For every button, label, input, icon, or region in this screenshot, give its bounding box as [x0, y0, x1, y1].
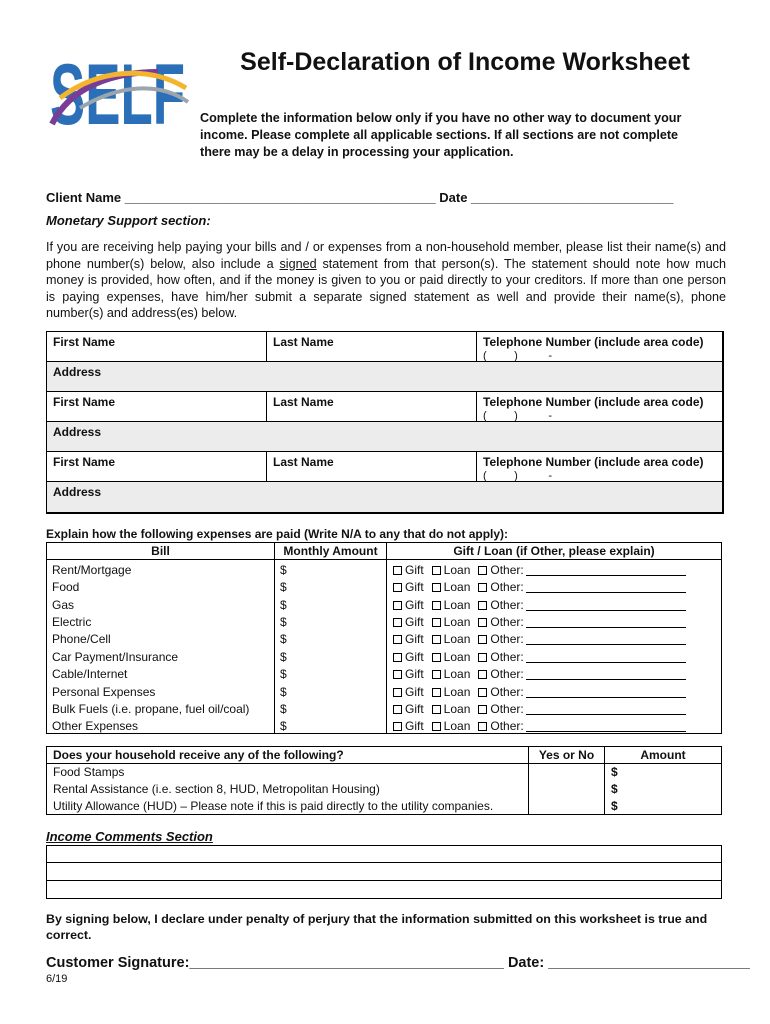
- expense-amount-field[interactable]: $: [275, 629, 387, 646]
- last-name-field[interactable]: Last Name: [267, 332, 477, 361]
- contact-row-3: [47, 452, 722, 482]
- other-explain-field[interactable]: [526, 704, 686, 715]
- contacts-table: [46, 331, 724, 514]
- address-field[interactable]: Address: [47, 482, 722, 512]
- other-checkbox[interactable]: [478, 670, 487, 679]
- gift-loan-options: [387, 577, 722, 594]
- household-amount-field[interactable]: $: [605, 781, 722, 798]
- other-explain-field[interactable]: [526, 634, 686, 645]
- loan-option[interactable]: Loan: [432, 702, 471, 716]
- loan-option[interactable]: Loan: [432, 632, 471, 646]
- loan-checkbox[interactable]: [432, 722, 441, 731]
- form-code: 6/19: [46, 973, 68, 985]
- gift-checkbox[interactable]: [393, 722, 402, 731]
- household-item-label: Rental Assistance (i.e. section 8, HUD, Metropolitan Housing): [47, 781, 529, 798]
- expense-amount-field[interactable]: $: [275, 612, 387, 629]
- loan-option[interactable]: Loan: [432, 563, 471, 577]
- gift-option[interactable]: Gift: [393, 632, 424, 646]
- other-checkbox[interactable]: [478, 583, 487, 592]
- household-row: [47, 798, 722, 815]
- gift-checkbox[interactable]: [393, 670, 402, 679]
- amount-header: Monthly Amount: [275, 543, 387, 560]
- yes-no-field[interactable]: [529, 764, 605, 781]
- household-amount-field[interactable]: $: [605, 798, 722, 815]
- gift-checkbox[interactable]: [393, 653, 402, 662]
- loan-option[interactable]: Loan: [432, 615, 471, 629]
- loan-option[interactable]: Loan: [432, 650, 471, 664]
- expense-amount-field[interactable]: $: [275, 646, 387, 663]
- expense-label: Electric: [47, 612, 275, 629]
- self-logo: [50, 47, 190, 143]
- loan-checkbox[interactable]: [432, 618, 441, 627]
- other-checkbox[interactable]: [478, 601, 487, 610]
- last-name-field[interactable]: Last Name: [267, 392, 477, 421]
- other-option[interactable]: Other:: [478, 719, 523, 733]
- expense-amount-field[interactable]: $: [275, 699, 387, 716]
- other-explain-field[interactable]: [526, 687, 686, 698]
- household-amount-header: Amount: [605, 747, 722, 764]
- other-option[interactable]: Other:: [478, 667, 523, 681]
- other-option[interactable]: Other:: [478, 615, 523, 629]
- expense-row: [47, 664, 722, 681]
- yes-no-field[interactable]: [529, 781, 605, 798]
- expense-row: [47, 716, 722, 733]
- expense-label: Personal Expenses: [47, 681, 275, 698]
- other-explain-field[interactable]: [526, 582, 686, 593]
- intro-text: Complete the information below only if you have no other way to document your income. Please complete all applicable sections. If all sections are not complete there may be a delay in processing your application.: [200, 111, 682, 159]
- other-option[interactable]: Other:: [478, 650, 523, 664]
- comment-line[interactable]: [46, 863, 722, 881]
- loan-option[interactable]: Loan: [432, 685, 471, 699]
- loan-checkbox[interactable]: [432, 635, 441, 644]
- gift-option[interactable]: Gift: [393, 719, 424, 733]
- gift-checkbox[interactable]: [393, 618, 402, 627]
- loan-option[interactable]: Loan: [432, 719, 471, 733]
- gift-option[interactable]: Gift: [393, 580, 424, 594]
- gift-loan-header: Gift / Loan (if Other, please explain): [387, 543, 722, 560]
- contact-row-2: [47, 392, 722, 422]
- loan-checkbox[interactable]: [432, 653, 441, 662]
- other-explain-field[interactable]: [526, 721, 686, 732]
- expense-amount-field[interactable]: $: [275, 716, 387, 733]
- gift-checkbox[interactable]: [393, 705, 402, 714]
- phone-field[interactable]: Telephone Number (include area code) ( ) -: [483, 395, 704, 422]
- expense-row: [47, 612, 722, 629]
- expense-row: [47, 594, 722, 611]
- gift-option[interactable]: Gift: [393, 598, 424, 612]
- phone-field[interactable]: Telephone Number (include area code) ( ) -: [483, 335, 704, 362]
- other-checkbox[interactable]: [478, 566, 487, 575]
- expense-row: [47, 646, 722, 663]
- other-explain-field[interactable]: [526, 652, 686, 663]
- gift-option[interactable]: Gift: [393, 563, 424, 577]
- monetary-instructions: If you are receiving help paying your bills and / or expenses from a non-household member, please list their name(s) and phone number(s) below, also include a signed statement from that person(s). The statement should note how much money is provided, how often, and if the money is given to you or paid directly to your creditors. If more than one person is paying expenses, have him/her submit a separate signed statement as well and provide their name(s), phone number(s) and address(es) below.: [46, 240, 727, 320]
- yes-no-header: Yes or No: [529, 747, 605, 764]
- expense-amount-field[interactable]: $: [275, 577, 387, 594]
- last-name-field[interactable]: Last Name: [267, 452, 477, 481]
- address-field[interactable]: Address: [47, 362, 722, 392]
- other-option[interactable]: Other:: [478, 685, 523, 699]
- expense-label: Cable/Internet: [47, 664, 275, 681]
- expense-row: [47, 629, 722, 646]
- gift-option[interactable]: Gift: [393, 702, 424, 716]
- gift-option[interactable]: Gift: [393, 667, 424, 681]
- other-option[interactable]: Other:: [478, 598, 523, 612]
- other-checkbox[interactable]: [478, 653, 487, 662]
- expense-amount-field[interactable]: $: [275, 681, 387, 698]
- other-option[interactable]: Other:: [478, 580, 523, 594]
- comment-line[interactable]: [46, 881, 722, 899]
- household-row: [47, 764, 722, 781]
- gift-loan-options: [387, 594, 722, 611]
- gift-checkbox[interactable]: [393, 635, 402, 644]
- page-title: Self-Declaration of Income Worksheet: [240, 48, 690, 76]
- expense-label: Rent/Mortgage: [47, 560, 275, 577]
- household-item-label: Utility Allowance (HUD) – Please note if this is paid directly to the utility companies.: [47, 798, 529, 815]
- household-amount-field[interactable]: $: [605, 764, 722, 781]
- contact-row-1: [47, 332, 722, 362]
- household-item-label: Food Stamps: [47, 764, 529, 781]
- other-checkbox[interactable]: [478, 688, 487, 697]
- household-row: [47, 781, 722, 798]
- other-checkbox[interactable]: [478, 705, 487, 714]
- client-name-date-line[interactable]: Client Name ___________________________________________ Date ____________________________: [46, 190, 674, 205]
- expense-label: Car Payment/Insurance: [47, 646, 275, 663]
- other-explain-field[interactable]: [526, 617, 686, 628]
- expense-label: Phone/Cell: [47, 629, 275, 646]
- expense-label: Gas: [47, 594, 275, 611]
- gift-checkbox[interactable]: [393, 601, 402, 610]
- expense-row: [47, 681, 722, 698]
- phone-field[interactable]: Telephone Number (include area code) ( ) -: [483, 455, 704, 482]
- expenses-heading: Explain how the following expenses are paid (Write N/A to any that do not apply):: [46, 527, 509, 541]
- other-option[interactable]: Other:: [478, 563, 523, 577]
- monetary-section-title: Monetary Support section:: [46, 213, 211, 228]
- loan-option[interactable]: Loan: [432, 580, 471, 594]
- expense-amount-field[interactable]: $: [275, 560, 387, 577]
- other-option[interactable]: Other:: [478, 702, 523, 716]
- signature-line[interactable]: Customer Signature:_______________________________________ Date: _________________________: [46, 955, 750, 971]
- gift-loan-options: [387, 629, 722, 646]
- other-option[interactable]: Other:: [478, 632, 523, 646]
- other-explain-field[interactable]: [526, 565, 686, 576]
- loan-option[interactable]: Loan: [432, 667, 471, 681]
- gift-loan-options: [387, 612, 722, 629]
- declaration-text: By signing below, I declare under penalty of perjury that the information submitted on this worksheet is true and correct.: [46, 912, 708, 942]
- other-checkbox[interactable]: [478, 635, 487, 644]
- gift-loan-options: [387, 664, 722, 681]
- yes-no-field[interactable]: [529, 798, 605, 815]
- gift-checkbox[interactable]: [393, 688, 402, 697]
- other-explain-field[interactable]: [526, 600, 686, 611]
- gift-option[interactable]: Gift: [393, 685, 424, 699]
- expense-label: Food: [47, 577, 275, 594]
- first-name-field[interactable]: First Name: [47, 332, 267, 361]
- comments-box[interactable]: [46, 845, 722, 899]
- expense-row: [47, 699, 722, 716]
- other-checkbox[interactable]: [478, 618, 487, 627]
- loan-option[interactable]: Loan: [432, 598, 471, 612]
- expense-label: Other Expenses: [47, 716, 275, 733]
- expense-row: [47, 560, 722, 577]
- loan-checkbox[interactable]: [432, 601, 441, 610]
- other-checkbox[interactable]: [478, 722, 487, 731]
- gift-loan-options: [387, 560, 722, 577]
- other-explain-field[interactable]: [526, 669, 686, 680]
- household-question: Does your household receive any of the following?: [47, 747, 529, 764]
- gift-loan-options: [387, 716, 722, 733]
- gift-checkbox[interactable]: [393, 583, 402, 592]
- comments-section-title: Income Comments Section: [46, 829, 213, 844]
- expense-amount-field[interactable]: $: [275, 664, 387, 681]
- gift-option[interactable]: Gift: [393, 615, 424, 629]
- loan-checkbox[interactable]: [432, 583, 441, 592]
- loan-checkbox[interactable]: [432, 705, 441, 714]
- bill-header: Bill: [47, 543, 275, 560]
- expense-amount-field[interactable]: $: [275, 594, 387, 611]
- expense-label: Bulk Fuels (i.e. propane, fuel oil/coal): [47, 699, 275, 716]
- expenses-table: [46, 542, 722, 734]
- gift-loan-options: [387, 699, 722, 716]
- gift-option[interactable]: Gift: [393, 650, 424, 664]
- gift-checkbox[interactable]: [393, 566, 402, 575]
- gift-loan-options: [387, 646, 722, 663]
- first-name-field[interactable]: First Name: [47, 452, 267, 481]
- loan-checkbox[interactable]: [432, 670, 441, 679]
- comment-line[interactable]: [46, 845, 722, 863]
- logo-text: SELF: [50, 47, 185, 143]
- address-field[interactable]: Address: [47, 422, 722, 452]
- loan-checkbox[interactable]: [432, 566, 441, 575]
- loan-checkbox[interactable]: [432, 688, 441, 697]
- gift-loan-options: [387, 681, 722, 698]
- expense-row: [47, 577, 722, 594]
- household-table: [46, 746, 722, 815]
- first-name-field[interactable]: First Name: [47, 392, 267, 421]
